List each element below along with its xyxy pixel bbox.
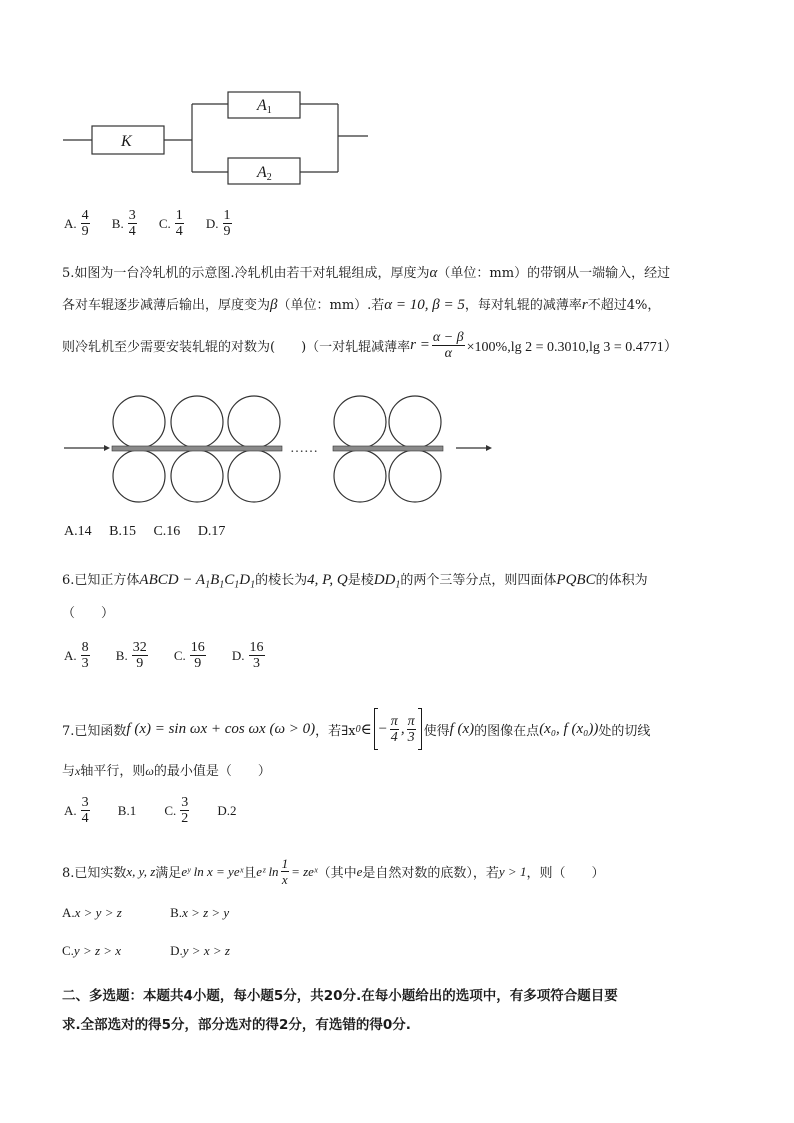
numerator: 3 <box>181 795 189 810</box>
denominator: 4 <box>81 811 89 826</box>
q4-options <box>64 208 250 239</box>
alpha-symbol: α <box>429 265 438 281</box>
q8-text: ，则（ ） <box>526 866 605 881</box>
q8-text: 是自然对数的底数），若 <box>362 866 499 881</box>
q7-line1: 7.已知函数 f (x) = sin ωx + cos ωx (ω > 0) ，若∃x 0 ∈ − $\frac{\pi}{4}$ , $\frac{\pi}{3}$ 使得 f (x) 的图像在点 (x₀, f (x₀)) 处的切线 <box>62 708 650 750</box>
q6-text: 的棱长为 <box>255 573 308 588</box>
option-expr: x > z > y <box>182 905 230 920</box>
q7-option-d[interactable] <box>217 803 238 819</box>
q7-option-a[interactable] <box>64 795 92 826</box>
q6-params: 4, P, Q <box>307 572 348 588</box>
q8-eq2-pre: eᶻ ln <box>256 863 279 879</box>
option-label: A. <box>64 647 77 663</box>
numerator: 4 <box>81 208 89 223</box>
option-label: D. <box>205 215 219 231</box>
q8-option-b[interactable] <box>170 906 229 921</box>
tetra-name: PQBC <box>556 572 596 588</box>
q8-text: 8.已知实数 <box>62 866 127 881</box>
q6-option-a[interactable] <box>64 640 92 671</box>
q5-option-b[interactable]: B.15 <box>109 524 136 539</box>
q7-text: 的最小值是（ ） <box>153 764 271 779</box>
q5-line3 <box>62 330 678 361</box>
beta-symbol: β <box>270 297 278 313</box>
q6-paren: （ ） <box>62 606 115 621</box>
q8-line1: 8.已知实数 x, y, z 满足 eʸ ln x = yeˣ 且 eᶻ ln $\frac{1}{x}$ = zeˣ （其中 e 是自然对数的底数），若 y > 1 ，则（ ） <box>62 856 605 887</box>
q6-text: 的两个三等分点，则四面体 <box>400 573 557 588</box>
numerator: 3 <box>81 795 89 810</box>
q7-point: (x₀, f (x₀)) <box>539 720 599 737</box>
option-label: B. <box>115 647 128 663</box>
denominator: 3 <box>81 656 89 671</box>
q5-text: 各对车辊逐步减薄后输出，厚度变为 <box>62 298 271 313</box>
q5-line2 <box>62 294 660 314</box>
q5-text: 不超过4%， <box>587 298 661 313</box>
omega-symbol: ω <box>145 764 154 778</box>
q8-eq2-post: = zeˣ <box>291 863 318 879</box>
q7-interval: − $\frac{\pi}{4}$ , $\frac{\pi}{3}$ <box>374 708 422 750</box>
q5-condition: α = 10, β = 5 <box>384 297 465 313</box>
option-label: A. <box>64 215 77 231</box>
option-label: B.1 <box>117 802 137 818</box>
r-equation: r = <box>410 337 430 353</box>
r-symbol: r <box>581 297 588 313</box>
denominator: 4 <box>128 224 136 239</box>
circuit-diagram <box>60 88 380 190</box>
x-axis-symbol: x <box>75 764 81 778</box>
q6-option-b[interactable] <box>116 640 150 671</box>
denominator: 4 <box>175 224 183 239</box>
option-label: A. <box>64 802 77 818</box>
q8-option-d[interactable] <box>170 944 230 959</box>
q7-option-b[interactable] <box>118 803 138 819</box>
option-label: D. <box>231 647 245 663</box>
q4-option-b[interactable] <box>112 208 139 239</box>
numerator: 32 <box>132 640 147 655</box>
q8-text: （其中 <box>317 866 357 881</box>
q7-fx: f (x) <box>449 720 475 737</box>
q5-line1 <box>62 262 670 282</box>
q6-text: 6.已知正方体 <box>62 573 140 588</box>
a2-subscript: 2 <box>266 172 272 183</box>
option-expr: y > z > x <box>73 943 122 958</box>
section2-line2: 求.全部选对的得5分，部分选对的得2分，有选错的得0分. <box>62 1017 411 1033</box>
numerator: 1 <box>223 208 231 223</box>
numerator: α − β <box>432 330 464 345</box>
q5-text: ，每对轧辊的减薄率 <box>464 298 582 313</box>
option-label: D. <box>170 943 183 958</box>
q8-option-a[interactable] <box>62 905 166 921</box>
q7-text: ，若∃x <box>315 723 356 739</box>
q7-options <box>64 795 255 826</box>
option-label: A. <box>62 905 75 920</box>
q7-line2 <box>62 760 271 779</box>
q4-option-a[interactable] <box>64 208 92 239</box>
denominator: α <box>444 346 452 361</box>
q7-text: 与 <box>62 764 76 779</box>
rolling-mill-diagram <box>60 390 500 510</box>
q5-text: （单位：mm）.若 <box>277 298 385 313</box>
edge-name: DD <box>373 572 396 588</box>
q5-text: 5.如图为一台冷轧机的示意图.冷轧机由若干对轧辊组成，厚度为 <box>62 266 430 281</box>
denominator: 9 <box>136 656 144 671</box>
switch-k-label: K <box>121 133 132 150</box>
q6-text: 是棱 <box>347 573 374 588</box>
q8-options-row2 <box>62 943 230 959</box>
denominator: 2 <box>181 811 189 826</box>
denominator: 9 <box>223 224 231 239</box>
a1-letter: A <box>257 97 267 114</box>
option-label: C. <box>62 943 74 958</box>
q7-text: 处的切线 <box>598 723 651 739</box>
q8-vars: x, y, z <box>126 863 156 879</box>
q5-formula-tail: ×100%,lg 2 = 0.3010,lg 3 = 0.4771） <box>466 339 678 355</box>
q8-eq1: eʸ ln x = yeˣ <box>181 863 244 879</box>
q7-text: 的图像在点 <box>474 723 540 739</box>
element-of-symbol: ∈ <box>360 721 372 738</box>
q5-text: （单位：mm）的带钢从一端输入，经过 <box>437 266 671 281</box>
numerator: 16 <box>190 640 205 655</box>
denominator: 9 <box>194 656 202 671</box>
a2-letter: A <box>257 164 267 181</box>
q8-condition: y > 1 <box>498 863 527 879</box>
q6-line1: 6.已知正方体ABCD − $A_1B_1C_1D_1$的棱长为4, P, Q是棱$DD_1$的两个三等分点，则四面体PQBC的体积为 <box>62 572 648 591</box>
q5-option-a[interactable]: A.14 <box>64 524 92 539</box>
option-label: C. <box>164 802 177 818</box>
q8-option-c[interactable] <box>62 943 166 959</box>
q7-text: 轴平行，则 <box>80 764 146 779</box>
q6-options <box>64 640 283 671</box>
option-label: C. <box>173 647 186 663</box>
e-symbol: e <box>356 863 363 879</box>
q8-text: 且 <box>243 866 257 881</box>
ellipsis-dots: …… <box>290 441 318 456</box>
q4-option-d[interactable] <box>206 208 234 239</box>
q6-text: 的体积为 <box>595 573 648 588</box>
q6-option-d[interactable] <box>232 640 267 671</box>
q7-text: 使得 <box>423 723 450 739</box>
numerator: 3 <box>128 208 136 223</box>
numerator: 8 <box>81 640 89 655</box>
q7-text: 7.已知函数 <box>62 723 127 739</box>
q5-text: 则冷轧机至少需要安装轧辊的对数为( )（一对轧辊减薄率 <box>62 340 411 355</box>
option-label: B. <box>111 215 124 231</box>
q4-option-c[interactable] <box>159 208 186 239</box>
a2-label <box>256 164 272 183</box>
numerator: 16 <box>249 640 264 655</box>
a1-subscript: 1 <box>266 105 272 116</box>
denominator: 9 <box>81 224 89 239</box>
q5-option-c[interactable]: C.16 <box>153 524 181 539</box>
option-expr: y > x > z <box>182 943 230 958</box>
a1-label <box>256 97 272 116</box>
q8-options-row1 <box>62 905 229 921</box>
cube-name: ABCD − A <box>139 572 206 588</box>
q7-option-c[interactable] <box>164 795 191 826</box>
option-label: B. <box>170 905 183 920</box>
option-label: D.2 <box>217 802 237 818</box>
q7-function: f (x) = sin ωx + cos ωx (ω > 0) <box>126 720 316 737</box>
q5-option-d[interactable]: D.17 <box>197 524 226 539</box>
option-expr: x > y > z <box>74 905 122 920</box>
denominator: 3 <box>253 656 261 671</box>
numerator: 1 <box>175 208 183 223</box>
q5-options <box>64 524 225 540</box>
q8-text: 满足 <box>155 866 182 881</box>
section2-line1: 二、多选题：本题共4小题，每小题5分，共20分.在每小题给出的选项中，有多项符合题目要 <box>62 988 618 1004</box>
option-label: C. <box>158 215 171 231</box>
q6-option-c[interactable] <box>174 640 208 671</box>
